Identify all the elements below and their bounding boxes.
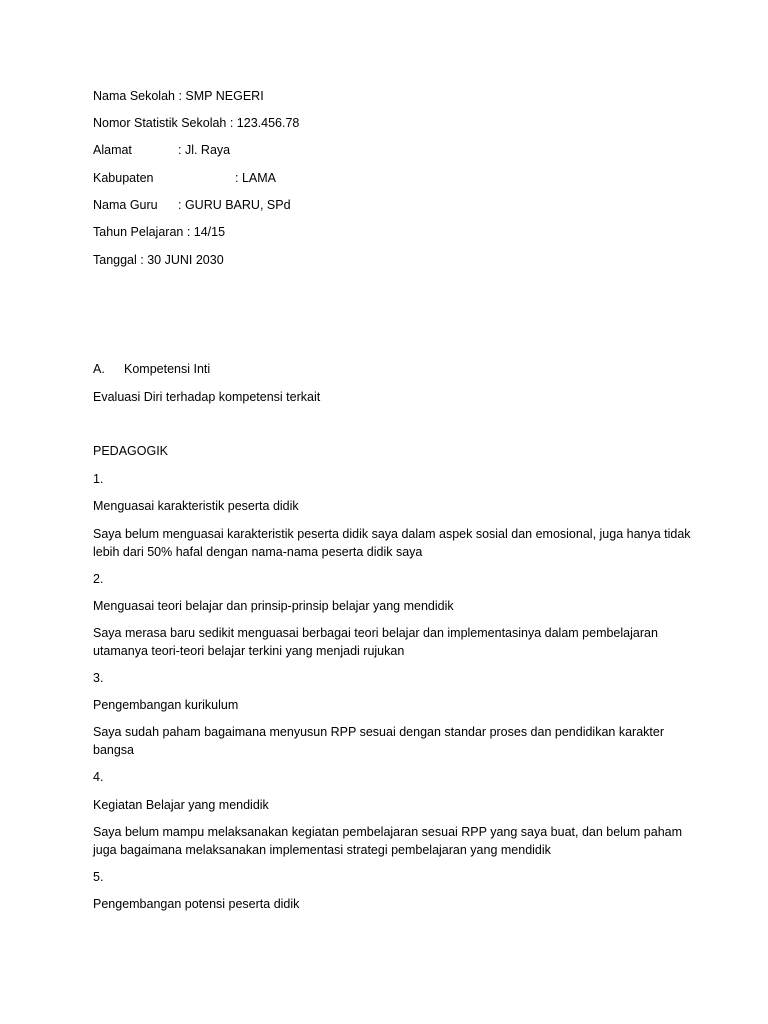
section-heading: [93, 361, 210, 378]
item-number: 3.: [93, 671, 104, 685]
item-title: Pengembangan potensi peserta didik: [93, 897, 300, 911]
regency-value: : LAMA: [235, 171, 276, 185]
school-statistic-number: Nomor Statistik Sekolah : 123.456.78: [93, 116, 300, 130]
item-description: Saya sudah paham bagaimana menyusun RPP sesuai dengan standar proses dan pendidikan karakter bangsa: [93, 725, 664, 757]
teacher-value: : GURU BARU, SPd: [178, 198, 291, 212]
item-title: Kegiatan Belajar yang mendidik: [93, 798, 269, 812]
item-title: Menguasai teori belajar dan prinsip-prinsip belajar yang mendidik: [93, 599, 454, 613]
regency-row: [93, 170, 276, 187]
teacher-label: Nama Guru: [93, 198, 158, 212]
item-number: 5.: [93, 870, 104, 884]
address-row: [93, 142, 230, 159]
regency-label: Kabupaten: [93, 171, 154, 185]
section-letter: A.: [93, 362, 105, 376]
address-value: : Jl. Raya: [178, 143, 231, 157]
academic-year: Tahun Pelajaran : 14/15: [93, 225, 226, 239]
item-number: 1.: [93, 472, 104, 486]
item-description: Saya merasa baru sedikit menguasai berbagai teori belajar dan implementasinya dalam pembelajaran utamanya teori-teori belajar terkini yang menjadi rujukan: [93, 626, 658, 658]
item-description: Saya belum mampu melaksanakan kegiatan pembelajaran sesuai RPP yang saya buat, dan belum paham juga bagaimana melaksanakan implementasi strategi pembelajaran yang mendidik: [93, 825, 683, 857]
pedagogik-heading: PEDAGOGIK: [93, 444, 169, 458]
address-label: Alamat: [93, 143, 132, 157]
item-number: 4.: [93, 770, 104, 784]
document-date: Tanggal : 30 JUNI 2030: [93, 253, 224, 267]
item-title: Pengembangan kurikulum: [93, 698, 239, 712]
item-title: Menguasai karakteristik peserta didik: [93, 499, 299, 513]
section-subtitle: Evaluasi Diri terhadap kompetensi terkait: [93, 390, 321, 404]
section-title: Kompetensi Inti: [124, 362, 211, 376]
teacher-row: [93, 197, 291, 214]
item-description: Saya belum menguasai karakteristik peserta didik saya dalam aspek sosial dan emosional, juga hanya tidak lebih dari 50% hafal dengan nama-nama peserta didik saya: [93, 527, 691, 559]
school-name: Nama Sekolah : SMP NEGERI: [93, 89, 264, 103]
item-number: 2.: [93, 572, 104, 586]
